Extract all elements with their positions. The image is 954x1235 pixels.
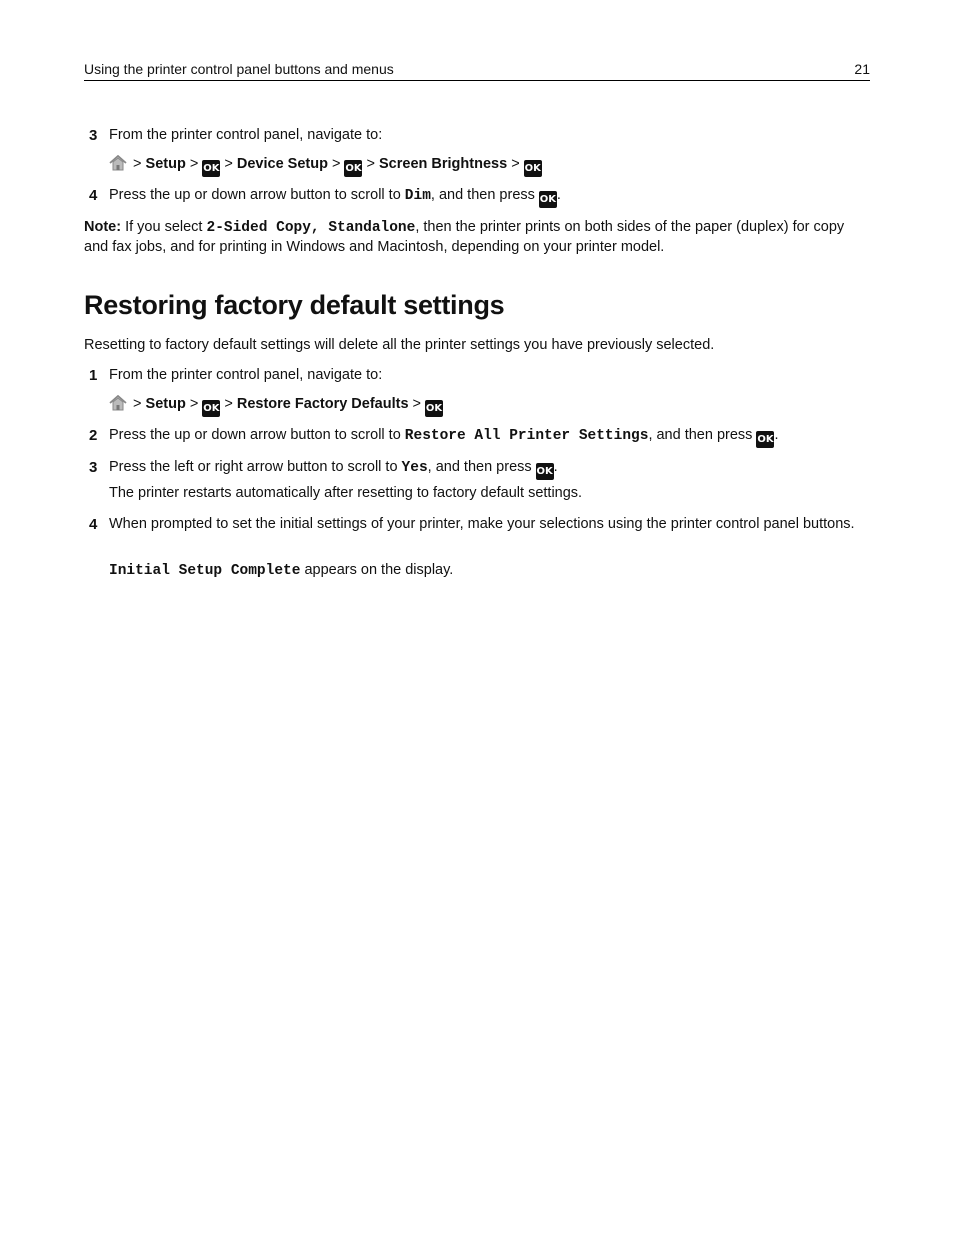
step-4-result: Initial Setup Complete appears on the display. [109,562,454,579]
nav-setup: Setup [145,156,186,172]
nav-separator: > [189,156,199,172]
header-title: Using the printer control panel buttons and menus [84,61,394,77]
step-text: From the printer control panel, navigate to: [109,367,383,383]
nav-separator: > [366,156,375,172]
nav-screen-brightness: Screen Brightness [379,156,508,172]
ok-button-icon: OK [536,463,554,480]
nav-setup: Setup [145,396,186,412]
step-number: 4 [89,516,98,533]
step-number: 2 [89,427,98,444]
nav-separator: > [133,396,142,412]
code-2-sided: 2-Sided Copy, Standalone [206,220,416,236]
code-yes: Yes [401,460,428,476]
step-number: 3 [89,459,98,476]
page-number: 21 [854,61,870,77]
ok-button-icon: OK [425,400,443,417]
section-heading: Restoring factory default settings [84,290,505,320]
page-header [84,60,870,81]
ok-button-icon: OK [202,160,220,177]
nav-separator: > [133,156,142,172]
nav-restore-factory-defaults: Restore Factory Defaults [236,396,409,412]
step-number: 4 [89,187,98,204]
ok-button-icon: OK [524,160,542,177]
intro-paragraph: Resetting to factory default settings will delete all the printer settings you have previously selected. [84,337,715,353]
code-initial-setup-complete: Initial Setup Complete [109,563,301,579]
step-number: 3 [89,127,98,144]
nav-separator: > [511,156,520,172]
step-text: From the printer control panel, navigate to: [109,127,383,143]
nav-separator: > [224,156,233,172]
nav-separator: > [412,396,422,412]
code-dim: Dim [404,188,431,204]
ok-button-icon: OK [539,191,557,208]
nav-separator: > [189,396,199,412]
ok-button-icon: OK [202,400,220,417]
step-number: 1 [89,367,98,384]
home-icon [109,155,127,171]
step-text: Press the left or right arrow button to scroll to Yes, and then press OK. [109,458,870,480]
note-label: Note: [84,219,122,235]
home-icon [109,395,127,411]
step-text: When prompted to set the initial settings of your printer, make your selections using the printer control panel buttons. [109,516,855,532]
step-text: Press the up or down arrow button to scroll to Restore All Printer Settings, and then press OK. [109,426,870,448]
ok-button-icon: OK [344,160,362,177]
nav-separator: > [331,156,341,172]
nav-path-brightness [109,155,542,177]
code-restore-all: Restore All Printer Settings [404,428,649,444]
nav-separator: > [224,396,233,412]
nav-path-restore [109,395,443,417]
note-paragraph: Note: If you select 2-Sided Copy, Standalone, then the printer prints on both sides of the paper (duplex) for copy and fax jobs, and for printing in Windows and Macintosh, depending on your printer model. [84,219,845,255]
step-text: Press the up or down arrow button to scroll to Dim, and then press OK. [109,186,870,208]
ok-button-icon: OK [756,431,774,448]
step-3-result: The printer restarts automatically after resetting to factory default settings. [109,485,583,501]
nav-device-setup: Device Setup [236,156,328,172]
